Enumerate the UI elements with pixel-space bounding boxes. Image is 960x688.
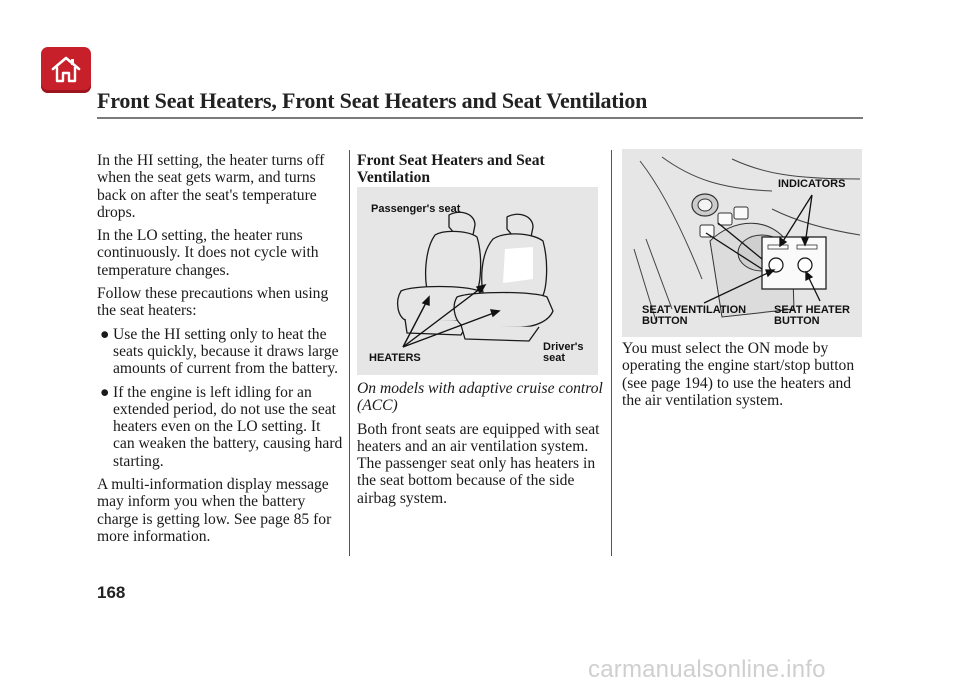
list-item (97, 384, 343, 470)
column-divider (349, 150, 350, 556)
figure-caption: On models with adaptive cruise control (ACC) (357, 380, 603, 415)
paragraph-lo-setting: In the LO setting, the heater runs continuously. It does not cycle with temperature changes. (97, 227, 319, 279)
bullet-mark: ● (100, 383, 110, 401)
seat-ventilation-figure (622, 149, 862, 337)
column-middle-lower (357, 380, 603, 513)
home-icon (50, 54, 82, 86)
home-button[interactable] (41, 47, 91, 93)
paragraph-precautions: Follow these precautions when using the seat heaters: (97, 285, 329, 320)
seat-heaters-figure (357, 187, 598, 375)
paragraph-hi-setting: In the HI setting, the heater turns off when the seat gets warm, and turns back on after the seat's temperature drops. (97, 152, 325, 221)
section-heading: Front Seat Heaters and Seat Ventilation (357, 152, 545, 187)
seat-heater-button-label: SEAT HEATER BUTTON (774, 304, 850, 327)
indicators-label: INDICATORS (778, 178, 846, 190)
driver-seat-label: Driver's seat (543, 341, 584, 364)
column-divider (611, 150, 612, 556)
title-rule (97, 117, 863, 119)
seat-ventilation-button-label: SEAT VENTILATION BUTTON (642, 304, 747, 327)
column-left (97, 152, 343, 551)
bullet-text: If the engine is left idling for an extended period, do not use the seat heaters even on the LO setting. It can weaken the battery, causing hard starting. (113, 383, 343, 470)
heaters-label: HEATERS (369, 352, 421, 364)
page-number: 168 (97, 583, 126, 602)
column-right (622, 340, 862, 415)
bullet-mark: ● (100, 325, 110, 343)
paragraph-on-mode: You must select the ON mode by operating the engine start/stop button (see page 194) to use the heaters and the air ventilation system. (622, 340, 855, 409)
bullet-text: Use the HI setting only to heat the seats quickly, because it draws large amounts of current from the battery. (113, 325, 339, 378)
watermark: carmanualsonline.info (588, 656, 826, 683)
page-title: Front Seat Heaters, Front Seat Heaters and Seat Ventilation (97, 88, 648, 113)
passenger-seat-label: Passenger's seat (371, 203, 461, 215)
paragraph-seat-equipment: Both front seats are equipped with seat heaters and an air ventilation system. The passenger seat only has heaters in the seat bottom because of the side airbag system. (357, 420, 600, 507)
paragraph-battery: A multi-information display message may inform you when the battery charge is getting low. See page 85 for more information. (97, 476, 332, 545)
list-item (97, 326, 343, 378)
